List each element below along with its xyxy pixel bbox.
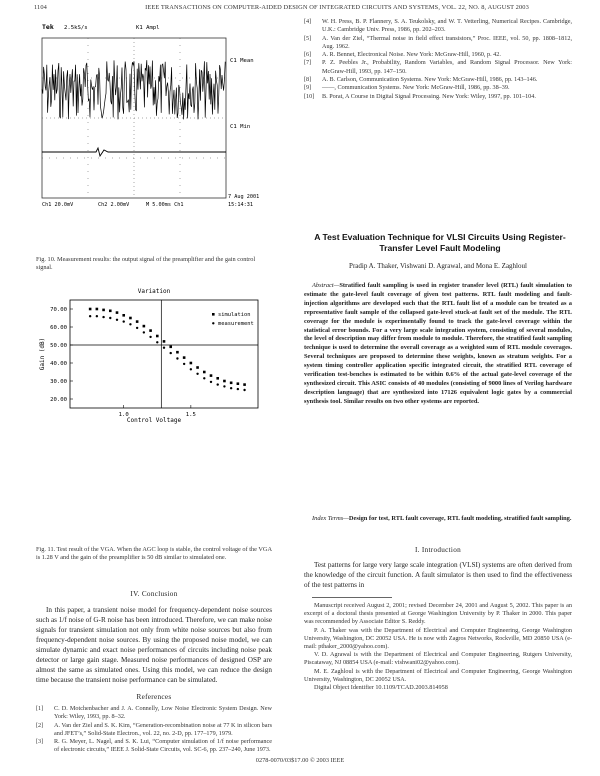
x-tick-label: 1.5 bbox=[185, 412, 196, 418]
point-measurement bbox=[230, 387, 232, 389]
footnote: V. D. Agrawal is with the Department of Electrical and Computer Engineering, Rutgers University, Piscataway, NJ 08854 USA (e-mail: vishwani02@yahoo.com). bbox=[304, 651, 572, 667]
introduction-heading: I. Introduction bbox=[414, 546, 462, 554]
legend-marker-simulation bbox=[212, 313, 215, 316]
point-measurement bbox=[210, 381, 212, 383]
point-measurement bbox=[156, 341, 158, 343]
y-tick-label: 70.00 bbox=[50, 307, 67, 313]
introduction-paragraph: Test patterns for large very large scale integration (VLSI) systems are often derived from the knowledge of the circuit function. A fault simulator is then used to find the effectiveness of the test patterns in bbox=[304, 561, 572, 589]
left-references bbox=[36, 705, 272, 755]
scope-ch1-scale: Ch1 20.0mV bbox=[42, 202, 74, 208]
point-measurement bbox=[143, 331, 145, 333]
point-measurement bbox=[243, 389, 245, 391]
reference-item: [5] A. Van der Ziel, “Thermal noise in field effect transistors,” Proc. IEEE, vol. 50, pp. 1808–1812, Aug. 1962. bbox=[304, 34, 572, 50]
chart-ylabel: Gain (dB) bbox=[39, 337, 46, 371]
footnote-rule bbox=[312, 597, 392, 598]
point-measurement bbox=[163, 347, 165, 349]
legend-label-simulation: simulation bbox=[218, 312, 251, 318]
reference-item: [3] R. G. Meyer, L. Nagel, and S. K. Lui, “Computer simulation of 1/f noise performance of electronic circuits,” IEEE J. Solid-State Circuits, vol. SC-6, pp. 237–240, June 1973. bbox=[36, 738, 272, 754]
scope-right-label-1: C1 Mean bbox=[230, 58, 254, 64]
y-tick-label: 40.00 bbox=[50, 361, 67, 367]
y-tick-label: 60.00 bbox=[50, 325, 67, 331]
conclusion-heading: IV. Conclusion bbox=[130, 590, 178, 598]
right-references bbox=[304, 18, 572, 101]
reference-item: [9] ——, Communication Systems. New York: McGraw-Hill, 1986, pp. 38–39. bbox=[304, 84, 510, 92]
fig10-caption: Fig. 10. Measurement results: the output signal of the preamplifier and the gain control signal. bbox=[36, 256, 256, 272]
point-simulation bbox=[122, 314, 125, 317]
point-measurement bbox=[223, 385, 225, 387]
point-simulation bbox=[129, 317, 132, 320]
footnote: M. E. Zaghloul is with the Department of Electrical and Computer Engineering, George Washington University, Washington, DC 20052 USA. bbox=[304, 667, 572, 683]
point-simulation bbox=[196, 366, 199, 369]
point-measurement bbox=[116, 319, 118, 321]
legend-marker-measurement bbox=[212, 322, 214, 324]
point-measurement bbox=[237, 388, 239, 390]
point-measurement bbox=[217, 383, 219, 385]
point-simulation bbox=[216, 377, 219, 380]
point-measurement bbox=[89, 315, 91, 317]
point-simulation bbox=[210, 374, 213, 377]
point-simulation bbox=[96, 308, 99, 311]
point-measurement bbox=[129, 323, 131, 325]
point-measurement bbox=[190, 368, 192, 370]
scope-ch2-scale: Ch2 2.00mV bbox=[98, 202, 130, 208]
chart-title: Variation bbox=[137, 288, 171, 295]
point-simulation bbox=[203, 371, 206, 374]
point-measurement bbox=[96, 315, 98, 317]
point-simulation bbox=[136, 320, 139, 323]
legend-label-measurement: measurement bbox=[218, 321, 254, 327]
fig11-caption: Fig. 11. Test result of the VGA. When the AGC loop is stable, the control voltage of the VGA is 1.28 V and the gain of the preamplifier is 50 dB similar to simulated one. bbox=[36, 546, 272, 562]
point-simulation bbox=[230, 382, 233, 385]
point-simulation bbox=[102, 309, 105, 312]
point-measurement bbox=[136, 327, 138, 329]
point-simulation bbox=[143, 325, 146, 328]
point-simulation bbox=[237, 382, 240, 385]
index-terms-text: Design for test, RTL fault coverage, RTL fault modeling, stratified fault sampling. bbox=[348, 515, 572, 522]
page-number: 1104 bbox=[34, 4, 47, 11]
point-simulation bbox=[89, 308, 92, 311]
abstract bbox=[304, 282, 572, 407]
fig11-chart bbox=[36, 284, 272, 424]
conclusion-paragraph: In this paper, a transient noise model for frequency-dependent noise sources such as 1/f noise of G-R noise has been introduced. Therefore, we can make noise signals for transient simulation not only from white noise sources but also from frequency-dependent noise sources. By using the proposed noise model, we can simulate dynamic and exact noise performances of circuits including noise peak detector or large gain stage. Measured noise performances of designed OSP are almost the same as simulated ones. Using this model, we can reduce the design time because the transient noise performance can be simulated. bbox=[36, 606, 272, 684]
point-measurement bbox=[170, 352, 172, 354]
point-simulation bbox=[169, 346, 172, 349]
reference-item: [1] C. D. Motchenbacher and J. A. Connelly, Low Noise Electronic System Design. New York: Wiley, 1993, pp. 8–32. bbox=[36, 705, 272, 721]
point-measurement bbox=[203, 377, 205, 379]
chart-xlabel: Control Voltage bbox=[126, 417, 182, 424]
scope-sample-rate: 2.5kS/s bbox=[64, 25, 88, 31]
point-simulation bbox=[116, 311, 119, 314]
x-tick-label: 1.0 bbox=[118, 412, 129, 418]
scope-time: 15:14:31 bbox=[228, 202, 253, 208]
scope-right-label-2: C1 Min bbox=[230, 124, 251, 130]
scope-timebase: M 5.00ms Ch1 bbox=[146, 202, 184, 208]
point-measurement bbox=[176, 357, 178, 359]
point-measurement bbox=[123, 320, 125, 322]
footnote: P. A. Thaker was with the Department of Electrical and Computer Engineering, George Washington University, Washington, DC 20052 USA. He is now with Zagros Networks, Rockville, MD 20850 USA (e-mail: pthaker_2000@yahoo.com). bbox=[304, 626, 572, 651]
point-simulation bbox=[190, 362, 193, 365]
point-measurement bbox=[109, 317, 111, 319]
point-simulation bbox=[149, 329, 152, 332]
point-simulation bbox=[223, 380, 226, 383]
point-simulation bbox=[176, 351, 179, 354]
reference-item: [6] A. R. Bennet, Electronical Noise. New York: McGraw-Hill, 1960, p. 42. bbox=[304, 51, 501, 59]
references-heading: References bbox=[136, 693, 172, 701]
reference-item: [7] P. Z. Peebles Jr., Probability, Random Variables, and Random Signal Processor. New York: McGraw-Hill, 1993, pp. 147–150. bbox=[304, 59, 572, 75]
copyright-footer: 0278-0070/03$17.00 © 2003 IEEE bbox=[255, 757, 345, 764]
scope-date: 7 Aug 2001 bbox=[228, 194, 260, 200]
reference-item: [4] W. H. Press, B. P. Flannery, S. A. Teukolsky, and W. T. Vetterling, Numerical Recipes. Cambridge, U.K.: Cambridge Univ. Press, 1986, pp. 202–203. bbox=[304, 18, 572, 34]
point-simulation bbox=[243, 383, 246, 386]
running-header: IEEE TRANSACTIONS ON COMPUTER-AIDED DESIGN OF INTEGRATED CIRCUITS AND SYSTEMS, VOL. 22, NO. 8, AUGUST 2003 bbox=[145, 4, 529, 11]
article-authors: Pradip A. Thaker, Vishwani D. Agrawal, and Mona E. Zaghloul bbox=[349, 262, 527, 270]
abstract-label: Abstract— bbox=[312, 282, 340, 289]
fig10-oscilloscope bbox=[36, 20, 272, 208]
footnote: Digital Object Identifier 10.1109/TCAD.2003.814958 bbox=[314, 684, 448, 692]
y-tick-label: 30.00 bbox=[50, 379, 67, 385]
point-measurement bbox=[149, 336, 151, 338]
article-title: A Test Evaluation Technique for VLSI Circuits Using Register-Transfer Level Fault Modeling bbox=[314, 232, 566, 253]
point-measurement bbox=[196, 373, 198, 375]
index-terms-label: Index Terms— bbox=[312, 515, 349, 522]
reference-item: [2] A. Van der Ziel and S. K. Kim, “Generation-recombination noise at 77 K in silicon bars and JFET’s,” Solid-State Electron., vol. 22, no. 2-D, pp. 177–179, 1979. bbox=[36, 721, 272, 737]
footnote: Manuscript received August 2, 2001; revised December 24, 2001 and August 5, 2002. This paper is an excerpt of a doctoral thesis presented at George Washington University by P. Thaker in 2000. This paper was recommended by Associate Editor S. Reddy. bbox=[304, 602, 572, 626]
point-measurement bbox=[183, 363, 185, 365]
y-tick-label: 20.00 bbox=[50, 397, 67, 403]
point-measurement bbox=[102, 316, 104, 318]
scope-measure-label: K1 Ampl bbox=[136, 25, 160, 31]
reference-item: [8] A. B. Carlson, Communication Systems. New York: McGraw-Hill, 1986, pp. 143–146. bbox=[304, 76, 538, 84]
point-simulation bbox=[183, 356, 186, 359]
abstract-text: Stratified fault sampling is used in register transfer level (RTL) fault simulation to estimate the gate-level fault coverage of given test patterns. RTL fault modeling and fault-injection algorithms are developed such that the RTL fault list of a module can be treated as a representative fault sample of the collapsed gate-level stuck-at fault set of the module. The RTL coverage for the module is experimentally found to track the gate-level coverage within the statistical error bounds. For a very large scale integration system, consisting of several modules, the level of description may differ from module to module. Therefore, the stratified fault sampling technique is used to determine the overall coverage as a weighted sum of RTL module coverages. Several techniques are proposed to determine these weights, known as stratum weights. For a system timing controller application specific integrated circuit, the stratified RTL coverage of verification test-benches is estimated to be within 0.6% of the actual gate-level coverage of the synthesized circuit. This ASIC consists of 40 modules (consisting of 9000 lines of Verilog hardware description language) that are synthesized into 17126 equivalent logic gates by a commercial synthesis tool. Similar results on two other systems are reported. bbox=[304, 282, 572, 405]
reference-item: [10] B. Porat, A Course in Digital Signal Processing. New York: Wiley, 1997, pp. 101–104. bbox=[304, 92, 536, 100]
point-simulation bbox=[156, 335, 159, 338]
point-simulation bbox=[109, 310, 112, 313]
footnotes bbox=[304, 602, 572, 692]
point-simulation bbox=[163, 340, 166, 343]
index-terms bbox=[304, 515, 572, 524]
y-tick-label: 50.00 bbox=[50, 343, 67, 349]
scope-brand: Tek bbox=[42, 23, 54, 31]
